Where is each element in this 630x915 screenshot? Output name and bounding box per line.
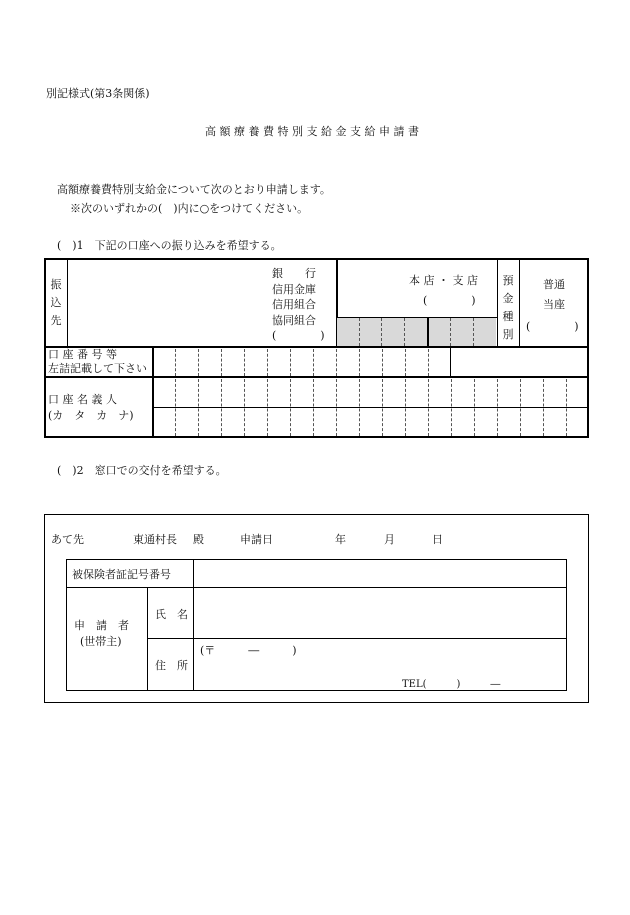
deposit-type-label: 預 金 種 別: [502, 274, 514, 341]
address-label: 住 所: [155, 659, 188, 672]
householder-label: (世帯主): [80, 635, 122, 648]
honorific-label: 殿: [193, 533, 204, 546]
recipient-label: 振 込 先: [50, 278, 62, 327]
tel-field[interactable]: TEL( ) ―: [402, 679, 501, 690]
insured-number-label: 被保険者証記号番号: [72, 568, 171, 581]
mayor-label: 東通村長: [133, 533, 177, 546]
name-field[interactable]: [194, 588, 566, 637]
name-label: 氏 名: [155, 608, 188, 621]
postal-code-field[interactable]: (〒 ― ): [200, 644, 297, 657]
bank-type-list: 銀 行 信用金庫 信用組合 協同組合 ( ): [272, 267, 325, 342]
insured-number-field[interactable]: [194, 560, 566, 586]
document-title: 高 額 療 養 費 特 別 支 給 金 支 給 申 請 書: [205, 125, 419, 138]
branch-paren[interactable]: ( ): [423, 294, 476, 307]
day-label: 日: [432, 533, 443, 546]
date-label: 申請日: [240, 533, 273, 546]
month-label: 月: [384, 533, 395, 546]
form-reference: 別記様式(第3条関係): [46, 87, 150, 100]
intro-line-2: ※次のいずれかの( )内に○をつけてください。: [70, 202, 309, 215]
account-number-label: 口 座 番 号 等 左詰記載して下さい: [48, 348, 147, 375]
deposit-ordinary[interactable]: 普通: [543, 278, 565, 291]
option-1-label[interactable]: ( )1 下記の口座への振り込みを希望する。: [57, 239, 282, 252]
deposit-current[interactable]: 当座: [543, 298, 565, 311]
option-2-label[interactable]: ( )2 窓口での交付を希望する。: [57, 464, 227, 477]
intro-line-1: 高額療養費特別支給金について次のとおり申請します。: [57, 183, 331, 196]
addressee-label: あて先: [51, 533, 84, 546]
deposit-paren[interactable]: ( ): [526, 320, 579, 333]
applicant-label: 申 請 者: [74, 619, 129, 632]
branch-label: 本 店 ・ 支 店: [409, 274, 478, 287]
account-name-label: 口 座 名 義 人 (カ タ カ ナ): [48, 393, 134, 422]
year-label: 年: [335, 533, 346, 546]
